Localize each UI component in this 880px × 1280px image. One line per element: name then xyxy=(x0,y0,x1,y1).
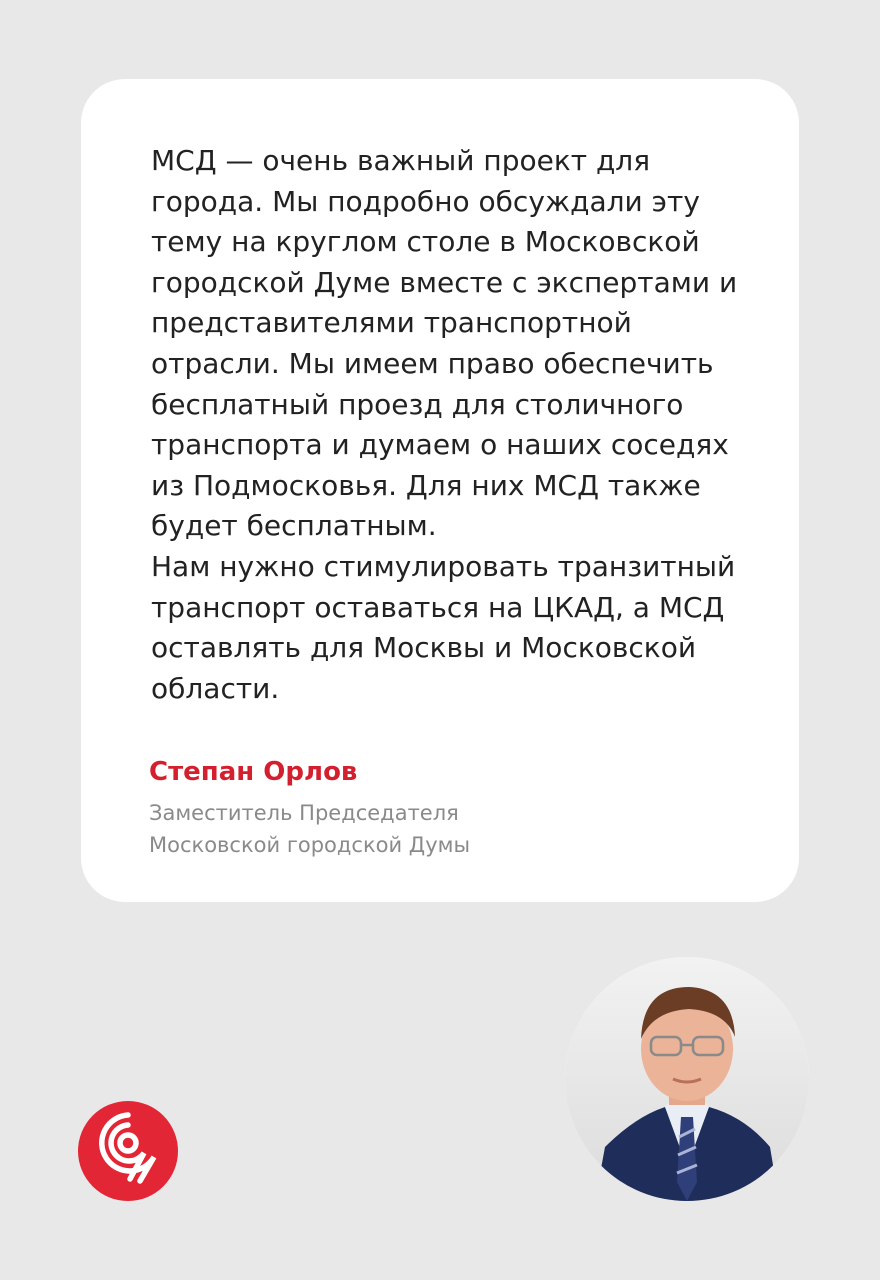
author-title xyxy=(149,797,470,861)
speaker-portrait xyxy=(565,957,809,1201)
quote-text xyxy=(151,141,751,709)
moscow-city-duma-logo-icon xyxy=(78,1101,178,1201)
quote-paragraph-2: Нам нужно стимулировать транзитный транспорт оставаться на ЦКАД, а МСД оставлять для Москвы и Московской области. xyxy=(151,549,736,705)
author-title-line-1: Заместитель Председателя xyxy=(149,801,459,825)
author-name: Степан Орлов xyxy=(149,757,358,787)
quote-card xyxy=(81,79,799,902)
quote-paragraph-1: МСД — очень важный проект для города. Мы подробно обсуждали эту тему на круглом столе в Московской городской Думе вместе с экспертами и представителями транспортной отрасли. Мы имеем право обеспечить бесплатный проезд для столичного транспорта и думаем о наших соседях из Подмосковья. Для них МСД также будет бесплатным. xyxy=(151,144,738,543)
author-title-line-2: Московской городской Думы xyxy=(149,833,471,857)
